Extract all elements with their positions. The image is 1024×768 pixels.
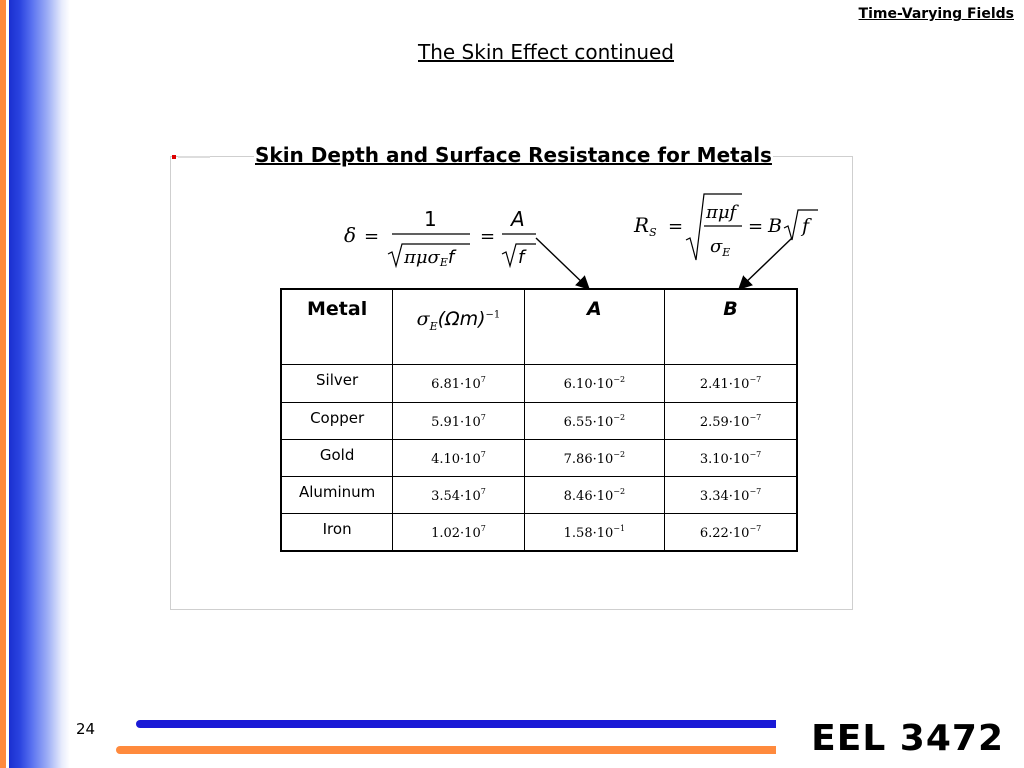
eq1-frac1-den: πμσEf [404,247,455,269]
col-header-metal: Metal [281,289,393,365]
conductivity-value: $1.02\cdot 10^7$ [393,514,524,552]
footer-orange-bar [116,746,776,754]
eq2-num: πμf [706,202,737,223]
footer-blue-bar [136,720,776,728]
metals-table [280,288,798,552]
svg-text:=: = [364,226,380,247]
course-code-logo: EEL 3472 [811,718,1004,759]
metal-name: Silver [281,365,393,403]
metal-name: Copper [281,403,393,440]
A-value: $7.86\cdot 10^{-2}$ [524,440,664,477]
eq1-frac2-den: f [518,247,525,268]
B-value: $2.41\cdot 10^{-7}$ [665,365,797,403]
metal-name: Aluminum [281,477,393,514]
slide-subtitle: The Skin Effect continued [418,40,674,64]
table-row [281,477,797,514]
eq2-rad: f [802,215,810,237]
page-number: 24 [76,720,96,738]
B-value: $2.59\cdot 10^{-7}$ [665,403,797,440]
B-value: $6.22\cdot 10^{-7}$ [665,514,797,552]
table-row [281,365,797,403]
eq2-den: $\sigma_E$ [710,236,731,259]
A-value: $1.58\cdot 10^{-1}$ [524,514,664,552]
col-header-conductivity: $\sigma_E(\Omega m)^{-1}$ [393,289,524,365]
table-row [281,514,797,552]
table-header-row [281,289,797,365]
conductivity-value: $4.10\cdot 10^7$ [393,440,524,477]
table-row [281,440,797,477]
conductivity-value: $3.54\cdot 10^7$ [393,477,524,514]
col-header-A: A [524,289,664,365]
table-row [281,403,797,440]
col-header-B: B [665,289,797,365]
eq1-frac1-num: 1 [424,207,437,231]
svg-text:=: = [748,216,764,237]
B-value: $3.10\cdot 10^{-7}$ [665,440,797,477]
arrow-to-B [740,238,792,288]
conductivity-value: $6.81\cdot 10^7$ [393,365,524,403]
eq2-coef: B [768,215,782,237]
A-value: $8.46\cdot 10^{-2}$ [524,477,664,514]
svg-text:=: = [480,226,496,247]
course-topic-title: Time-Varying Fields [858,6,1014,22]
A-value: $6.10\cdot 10^{-2}$ [524,365,664,403]
eq1-lhs: δ [344,223,357,247]
conductivity-value: $5.91\cdot 10^7$ [393,403,524,440]
arrow-to-A [536,238,588,288]
figure-heading: Skin Depth and Surface Resistance for Metals [255,143,772,167]
B-value: $3.34\cdot 10^{-7}$ [665,477,797,514]
metal-name: Iron [281,514,393,552]
svg-text:=: = [668,216,684,237]
eq1-frac2-num: A [511,207,525,231]
svg-text:RS: $R_S$ [634,213,657,239]
A-value: $6.55\cdot 10^{-2}$ [524,403,664,440]
metal-name: Gold [281,440,393,477]
